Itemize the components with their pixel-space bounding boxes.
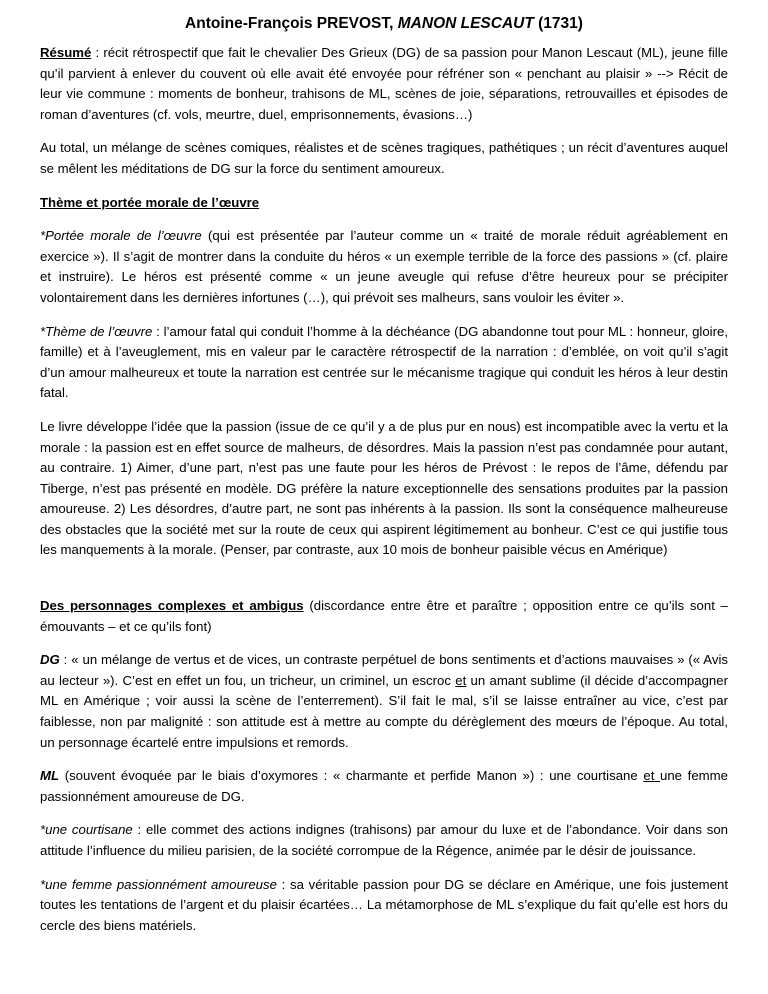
section-heading-theme — [40, 193, 728, 214]
ml-text-a: (souvent évoquée par le biais d’oxymores : « charmante et perfide Manon ») : une courtisane — [59, 768, 644, 784]
portee-paragraph — [40, 226, 728, 308]
personnages-label: Des personnages complexes et ambigus — [40, 598, 304, 614]
femme-label: *une femme passionnément amoureuse — [40, 876, 277, 892]
courtisane-label: *une courtisane — [40, 822, 133, 838]
dg-label: DG — [40, 652, 60, 668]
resume-label: Résumé — [40, 45, 92, 60]
dg-et: et — [455, 672, 467, 688]
femme-text: : sa véritable passion pour DG se déclare en Amérique, une fois justement toutes les tentations de l’argent et du plaisir écartées… La métamorphose de ML s’explique du fait qu’elle est hors du cercle des biens matériels. — [40, 876, 728, 933]
theme-label: *Thème de l’œuvre — [40, 323, 153, 339]
personnages-text: (discordance entre être et paraître ; opposition entre ce qu’ils sont – émouvants – et ce qu’ils font) — [40, 598, 728, 634]
title-author: Antoine-François PREVOST, — [185, 15, 398, 32]
theme-paragraph — [40, 322, 728, 404]
title-year: (1731) — [533, 15, 583, 32]
title-work: MANON LESCAUT — [397, 15, 534, 32]
portee-text: (qui est présentée par l’auteur comme un « traité de morale réduit agréablement en exercice »). Il s’agit de montrer dans la conduite du héros « un exemple terrible de la force des passions » (cf. plaire et instruire). Le héros est présenté comme « un jeune aveugle qui refuse d’être heureux pour se précipiter volontairement dans les dernières infortunes (…), qui prévoit ses malheurs, sans vouloir les éviter ». — [40, 228, 728, 305]
portee-label: *Portée morale de l’œuvre — [40, 228, 202, 244]
courtisane-paragraph — [40, 820, 728, 861]
dg-paragraph — [40, 650, 728, 753]
personnages-paragraph — [40, 596, 728, 637]
page-title — [40, 14, 728, 34]
resume-text: : récit rétrospectif que fait le chevalier Des Grieux (DG) de sa passion pour Manon Lescaut (ML), jeune fille qu’il parvient à enlever du couvent où elle avait été envoyée pour réfréner son « penchant au plaisir » --> Récit de leur vie commune : moments de bonheur, trahisons de ML, scènes de joie, séparations, retrouvailles et épisodes de roman d’aventures (cf. vols, meurtre, duel, emprisonnements, évasions…) — [40, 45, 728, 122]
ml-label: ML — [40, 768, 60, 784]
ml-et: et — [643, 768, 661, 784]
ml-paragraph — [40, 766, 728, 807]
ml-text-b: une femme passionnément amoureuse de DG. — [40, 768, 728, 804]
theme-text: : l’amour fatal qui conduit l’homme à la déchéance (DG abandonne tout pour ML : honneur, gloire, famille) et à l’aveuglement, mis en valeur par le caractère rétrospectif de la narration : d’emblée, on voit qu’il s’agit d’un amour malheureux et toute la narration est centrée sur le mécanisme tragique qui conduit les héros à leur destin fatal. — [40, 323, 729, 401]
total-paragraph: Au total, un mélange de scènes comiques, réalistes et de scènes tragiques, pathétiques ; un récit d’aventures auquel se mêlent les méditations de DG sur la force du sentiment amoureux. — [40, 140, 728, 176]
theme-heading: Thème et portée morale de l’œuvre — [40, 194, 260, 210]
dg-text-b: un amant sublime (il décide d’accompagner ML en Amérique ; voir aussi la scène de l’enterrement). S’il fait le mal, s’il se laisse entraîner au vice, c’est par faiblesse, non par malignité : son attitude est à mettre au compte du dérèglement des mœurs de l’époque. Au total, un personnage écartelé entre impulsions et remords. — [40, 672, 728, 750]
livre-paragraph: Le livre développe l’idée que la passion (issue de ce qu’il y a de plus pur en nous) est incompatible avec la vertu et la morale : la passion est en effet source de malheurs, de désordres. Mais la passion n’est pas condamnée pour autant, au contraire. 1) Aimer, d’une part, n’est pas une faute pour les héros de Prévost : le repos de l’âme, défendu par Tiberge, n’est pas présenté en modèle. DG préfère la nature exceptionnelle des sensations produites par la passion amoureuse. 2) Les désordres, d’autre part, ne sont pas inhérents à la passion. Ils sont la conséquence malheureuse des obstacles que la société met sur la route de ceux qui aspirent légitimement au bonheur. C’est ce qui justifie tous les manquements à la morale. (Penser, par contraste, aux 10 mois de bonheur paisible vécus en Amérique) — [40, 418, 728, 558]
femme-paragraph — [40, 875, 728, 937]
dg-text-a: : « un mélange de vertus et de vices, un contraste perpétuel de bons sentiments et d’actions mauvaises » (« Avis au lecteur »). C’est en effet un fou, un tricheur, un criminel, un escroc — [40, 652, 728, 688]
section-spacer — [40, 574, 728, 596]
resume-paragraph — [40, 43, 728, 125]
courtisane-text: : elle commet des actions indignes (trahisons) par amour du luxe et de l’abondance. Voir dans son attitude l’influence du milieu parisien, de la société corrompue de la Régence, animée par le désir de jouissance. — [40, 822, 728, 858]
